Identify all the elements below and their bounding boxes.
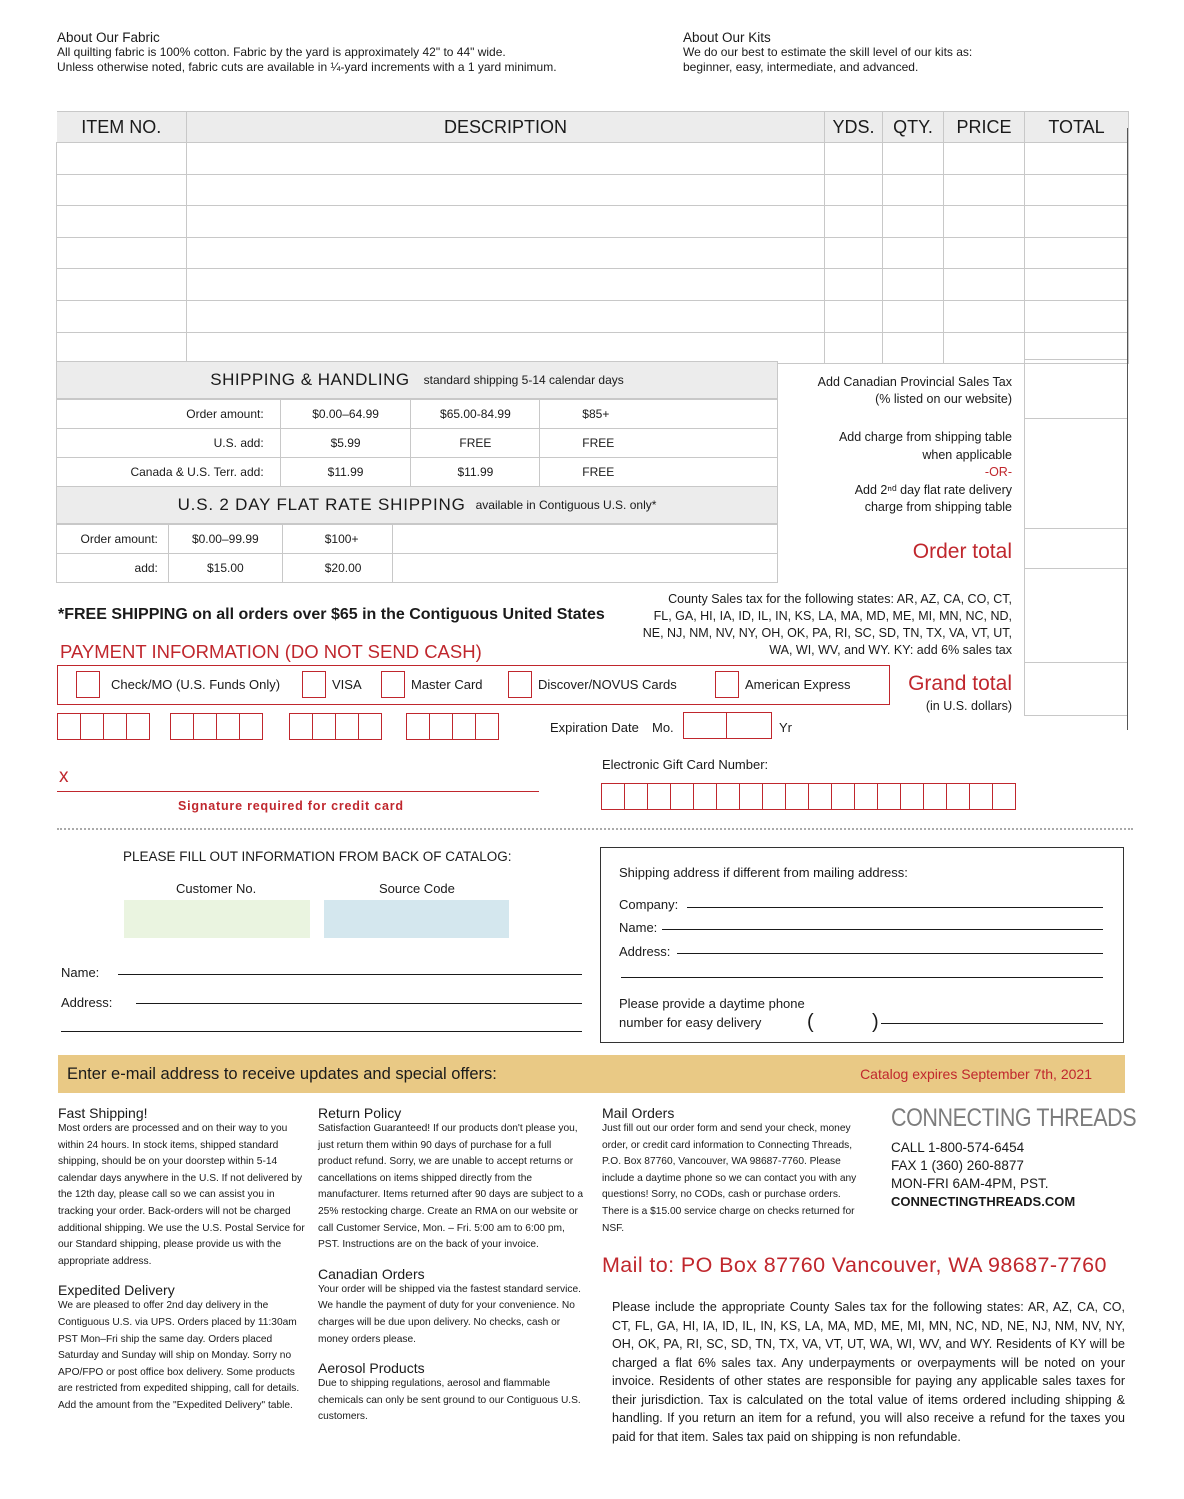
about-kits-title: About Our Kits — [683, 30, 771, 45]
shipping-row — [57, 458, 778, 487]
discover-checkbox[interactable] — [508, 671, 532, 698]
month-label: Mo. — [652, 720, 674, 735]
mastercard-checkbox[interactable] — [381, 671, 405, 698]
order-items-table — [56, 111, 1129, 364]
brand-contact — [891, 1139, 1075, 1211]
company-label: Company: — [619, 897, 679, 912]
canadian-tax-line: Add Canadian Provincial Sales Tax — [817, 375, 1012, 389]
signature-line[interactable] — [57, 791, 539, 792]
order-row[interactable] — [57, 174, 1129, 206]
canadian-tax-line: (% listed on our website) — [875, 392, 1012, 406]
brand-phone: CALL 1-800-574-6454 — [891, 1140, 1025, 1155]
phone-field[interactable] — [881, 1023, 1103, 1024]
order-row[interactable] — [57, 269, 1129, 301]
ship-name-field[interactable] — [662, 929, 1103, 930]
order-row[interactable] — [57, 143, 1129, 175]
visa-label: VISA — [332, 677, 362, 692]
card-number-group[interactable] — [406, 713, 498, 740]
tax-note: Please include the appropriate County Sales tax for the following states: AR, AZ, CA, CO, CT, FL, GA, HI, IA, ID, IL, IN, KS, LA, MA, MD, ME, MI, MN, NC, ND, NE, NJ, NM, NV, NY, OH, OK, PA, RI, SC, SD, TN, TX, VA, VT, UT, WA, WI, WV, and WY. Residents of KY will be charged a flat 6% sales tax. Any underpayments or overpayments will be noted on your invoice. Residents of other states are responsible for paying any applicable sales taxes for their jurisdiction. Tax is calculated on the total value of items ordered including shipping & handling. If you return an item for a refund, you will also receive a refund for the taxes you paid for that item. Sales tax paid on shipping is non refundable. — [612, 1300, 1125, 1444]
order-total-field[interactable] — [1024, 528, 1128, 569]
phone-line: Please provide a daytime phone — [619, 996, 805, 1011]
shipping-row — [57, 429, 778, 458]
ship-address-field[interactable] — [677, 953, 1103, 954]
shipping-cell: Canada & U.S. Terr. add: — [57, 458, 281, 487]
county-line: County Sales tax for the following states: AR, AZ, CA, CO, CT, — [668, 592, 1012, 606]
aerosol-title: Aerosol Products — [318, 1360, 425, 1377]
col-total: TOTAL — [1025, 112, 1129, 143]
about-kits-line: We do our best to estimate the skill level of our kits as: — [683, 45, 973, 59]
two-day-cell: $15.00 — [168, 554, 282, 583]
ship-address-field-2[interactable] — [621, 977, 1103, 978]
shipping-cell: Order amount: — [57, 400, 281, 429]
catalog-title: PLEASE FILL OUT INFORMATION FROM BACK OF CATALOG: — [123, 849, 512, 864]
address-field-2[interactable] — [61, 1031, 582, 1032]
county-line: FL, GA, HI, IA, ID, IL, IN, KS, LA, MA, MD, ME, MI, MN, NC, ND, — [653, 609, 1012, 623]
two-day-cell: $20.00 — [282, 554, 392, 583]
shipping-cell: $11.99 — [411, 458, 540, 487]
shipping-cell: $5.99 — [280, 429, 411, 458]
order-row[interactable] — [57, 237, 1129, 269]
expiration-label: Expiration Date — [550, 720, 639, 735]
info-col-2 — [318, 1105, 586, 1426]
mastercard-label: Master Card — [411, 677, 483, 692]
two-day-header — [56, 486, 778, 524]
shipping-cell: FREE — [540, 429, 778, 458]
about-fabric-line: Unless otherwise noted, fabric cuts are available in ¼-yard increments with a 1 yard minimum. — [57, 60, 557, 74]
county-line: WA, WI, WV, and WY. KY: add 6% sales tax — [769, 643, 1012, 657]
two-day-line: charge from shipping table — [864, 500, 1012, 514]
about-kits — [683, 30, 972, 75]
payment-title: PAYMENT INFORMATION (DO NOT SEND CASH) — [60, 641, 482, 662]
right-divider — [1127, 128, 1128, 730]
county-line: NE, NJ, NM, NV, NY, OH, OK, PA, RI, SC, SD, TN, TX, VA, VT, UT, — [642, 626, 1012, 640]
order-total-label: Order total — [912, 540, 1012, 563]
address-field[interactable] — [136, 1003, 582, 1004]
brand-hours: MON-FRI 6AM-4PM, PST. — [891, 1176, 1049, 1191]
card-number-group[interactable] — [289, 713, 381, 740]
shipping-cell: FREE — [411, 429, 540, 458]
canadian-tax-field[interactable] — [1024, 359, 1128, 419]
two-day-line: Add 2ⁿᵈ day flat rate delivery — [854, 482, 1012, 497]
info-col-3 — [602, 1105, 864, 1237]
two-day-cell: $0.00–99.99 — [168, 525, 282, 554]
two-day-subtitle: available in Contiguous U.S. only* — [475, 498, 657, 512]
company-field[interactable] — [687, 907, 1103, 908]
discover-label: Discover/NOVUS Cards — [538, 677, 677, 692]
grand-total-field[interactable] — [1024, 662, 1128, 716]
canadian-title: Canadian Orders — [318, 1265, 425, 1282]
grand-total-sub: (in U.S. dollars) — [925, 699, 1012, 713]
shipping-cell: $0.00–64.99 — [280, 400, 411, 429]
about-fabric-title: About Our Fabric — [57, 30, 160, 45]
info-col-1 — [58, 1105, 305, 1415]
col-price: PRICE — [944, 112, 1025, 143]
source-code-label: Source Code — [379, 881, 455, 896]
about-fabric-line: All quilting fabric is 100% cotton. Fabric by the yard is approximately 42" to 44" wide. — [57, 45, 506, 59]
shipping-header — [56, 361, 778, 399]
exp-month-input[interactable] — [683, 712, 727, 739]
mail-to: Mail to: PO Box 87760 Vancouver, WA 98687-7760 — [602, 1253, 1107, 1277]
visa-checkbox[interactable] — [302, 671, 326, 698]
gift-card-input[interactable] — [601, 783, 1015, 810]
charge-line: when applicable — [922, 447, 1012, 462]
phone-paren-open: ( — [807, 1011, 814, 1033]
col-yds: YDS. — [825, 112, 883, 143]
signature-x: x — [59, 766, 69, 787]
gift-card-label: Electronic Gift Card Number: — [602, 757, 769, 772]
cut-line — [57, 828, 1133, 830]
year-label: Yr — [779, 720, 792, 735]
return-title: Return Policy — [318, 1105, 402, 1121]
brand-website[interactable]: CONNECTINGTHREADS.COM — [891, 1194, 1076, 1209]
canadian-body: Your order will be shipped via the fastest standard service. We handle the payment of duty for your convenience. No charges will be due upon delivery. No checks, cash or money orders please. — [318, 1283, 581, 1345]
name-field[interactable] — [118, 974, 582, 975]
catalog-expires: Catalog expires September 7th, 2021 — [860, 1066, 1092, 1082]
mail-orders-title: Mail Orders — [602, 1105, 675, 1121]
shipping-cell: FREE — [540, 458, 778, 487]
col-description: DESCRIPTION — [187, 112, 825, 143]
check-checkbox[interactable] — [76, 671, 100, 698]
free-shipping-note: *FREE SHIPPING on all orders over $65 in the Contiguous United States — [58, 606, 605, 623]
customer-no-field[interactable] — [124, 900, 310, 938]
shipping-row — [57, 400, 778, 429]
card-number-group[interactable] — [170, 713, 262, 740]
shipping-charge-label — [839, 429, 1012, 517]
shipping-table — [56, 399, 778, 487]
canadian-tax-label — [818, 374, 1012, 408]
expedited-body: We are pleased to offer 2nd day delivery in the Contiguous U.S. via UPS. Orders placed by 11:30am PST Mon–Fri ship the same day. Orders placed Saturday and Sunday will ship on Monday. Sorry no APO/FPO or post office box delivery. Some products are restricted from expedited shipping, call for details. Add the amount from the "Expedited Delivery" table. — [58, 1300, 300, 1411]
phone-label — [619, 994, 805, 1032]
col-qty: QTY. — [883, 112, 944, 143]
email-prompt: Enter e-mail address to receive updates and special offers: — [67, 1064, 497, 1083]
amex-checkbox[interactable] — [715, 671, 739, 698]
shipping-cell: U.S. add: — [57, 429, 281, 458]
brand-logo: CONNECTING THREADS — [891, 1104, 1137, 1132]
order-row[interactable] — [57, 332, 1129, 364]
charge-line: Add charge from shipping table — [838, 430, 1012, 444]
shipping-subtitle: standard shipping 5-14 calendar days — [423, 373, 624, 387]
phone-line: number for easy delivery — [619, 1015, 762, 1030]
two-day-title: U.S. 2 DAY FLAT RATE SHIPPING — [177, 495, 466, 514]
about-fabric — [57, 30, 557, 75]
shipping-cell: $65.00-84.99 — [411, 400, 540, 429]
two-day-cell: Order amount: — [57, 525, 169, 554]
about-kits-line: beginner, easy, intermediate, and advanced. — [683, 60, 919, 74]
phone-paren-close: ) — [872, 1011, 879, 1033]
ship-addr-title: Shipping address if different from mailing address: — [619, 865, 908, 880]
return-body: Satisfaction Guaranteed! If our products don't please you, just return them within 90 days of purchase for a full product refund. Sorry, we are unable to accept returns or cancellations on items shipped directly from the manufacturer. Items returned after 90 days are subject to a 25% restocking charge. Create an RMA on our website or call Customer Service, Mon. – Fri. 5:00 am to 6:00 pm, PST. Instructions are on the back of your invoice. — [318, 1123, 584, 1251]
shipping-cell: $85+ — [540, 400, 778, 429]
two-day-row — [57, 525, 778, 554]
customer-no-label: Customer No. — [176, 881, 257, 896]
amex-label: American Express — [745, 677, 851, 692]
shipping-cell: $11.99 — [280, 458, 411, 487]
card-number-group[interactable] — [57, 713, 149, 740]
aerosol-body: Due to shipping regulations, aerosol and flammable chemicals can only be sent ground to our Contiguous U.S. customers. — [318, 1378, 581, 1423]
expedited-title: Expedited Delivery — [58, 1282, 175, 1299]
ship-address-label: Address: — [619, 944, 671, 959]
source-code-field[interactable] — [324, 900, 509, 938]
county-tax-field[interactable] — [1024, 568, 1128, 663]
name-label: Name: — [61, 965, 100, 980]
two-day-cell: $100+ — [282, 525, 392, 554]
order-row[interactable] — [57, 206, 1129, 238]
shipping-charge-field[interactable] — [1024, 418, 1128, 529]
col-item-no: ITEM NO. — [57, 112, 187, 143]
brand-fax: FAX 1 (360) 260-8877 — [891, 1158, 1024, 1173]
two-day-cell: add: — [57, 554, 169, 583]
order-row[interactable] — [57, 300, 1129, 332]
two-day-row — [57, 554, 778, 583]
signature-note: Signature required for credit card — [178, 799, 404, 813]
fast-shipping-title: Fast Shipping! — [58, 1105, 148, 1121]
grand-total-label: Grand total — [908, 672, 1012, 695]
fast-shipping-body: Most orders are processed and on their way to you within 24 hours. In stock items, shipped standard shipping, should be on your doorstep within 5-14 calendar days anywhere in the U.S. If not delivered by the 12th day, please call so we can assist you in tracking your order. Back-orders will not be charged additional shipping. We use the U.S. Postal Service for our Standard shipping, please provide us with the appropriate address. — [58, 1123, 305, 1267]
address-label: Address: — [61, 995, 113, 1010]
or-label: -OR- — [984, 465, 1012, 479]
ship-name-label: Name: — [619, 920, 658, 935]
check-label: Check/MO (U.S. Funds Only) — [111, 677, 281, 692]
shipping-title: SHIPPING & HANDLING — [210, 370, 410, 389]
county-tax-label — [643, 591, 1012, 659]
mail-orders-body: Just fill out our order form and send your check, money order, or credit card information to Connecting Threads, P.O. Box 87760, Vancouver, WA 98687-7760. Please include a daytime phone so we can contact you with any questions! Sorry, no CODs, cash or purchase orders. There is a $15.00 service charge on checks returned for NSF. — [602, 1123, 857, 1234]
exp-year-input[interactable] — [726, 712, 772, 739]
two-day-table — [56, 524, 778, 583]
email-bar[interactable] — [58, 1055, 1125, 1093]
